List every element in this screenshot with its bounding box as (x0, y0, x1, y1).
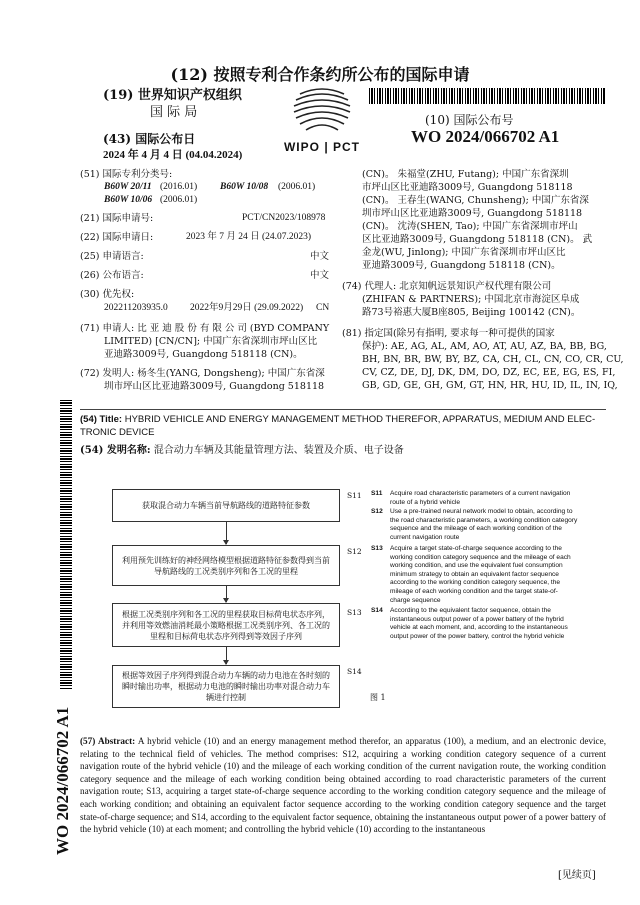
figure-caption: 图 1 (370, 693, 386, 702)
document-title: (12) 按照专利合作条约所公布的国际申请 (170, 65, 470, 84)
flow-arrow (226, 647, 227, 664)
pub-language-value: 中文 (310, 270, 330, 281)
wipo-logo (282, 86, 362, 156)
inventors-cont-7: 金龙(WU, Jinlong); 中国广东省深圳市坪山区比 (362, 247, 566, 258)
designated-states-line-4: CV, CZ, DE, DJ, DK, DM, DO, DZ, EC, EE, EG, ES, FI, (362, 367, 616, 378)
pub-language-label: (26) 公布语言: (80, 270, 144, 281)
app-no-value: PCT/CN2023/108978 (242, 213, 326, 223)
ipc-code-1: B60W 20/11 (104, 182, 152, 192)
title-en-line-2: TRONIC DEVICE (80, 427, 155, 438)
ipc-label: (51) 国际专利分类号: (80, 169, 173, 180)
org-bureau: 国 际 局 (150, 105, 198, 120)
abstract (80, 735, 606, 836)
priority-number: 202211203935.0 (104, 303, 168, 313)
ipc-date-1: (2016.01) (160, 182, 198, 192)
ipc-code-2: B60W 10/08 (220, 182, 269, 192)
divider (80, 409, 606, 410)
barcode (369, 88, 605, 104)
title-en-line-1: HYBRID VEHICLE AND ENERGY MANAGEMENT METHOD THEREFOR, APPARATUS, MEDIUM AND ELEC- (124, 414, 596, 425)
wipo-logo-text: WIPO | PCT (283, 140, 361, 154)
flow-box-s12: 利用预先训练好的神经网络模型根据道路特征参数得到当前导航路线的工况类别序列和各工况的里程 (112, 545, 340, 586)
legend-id-s13: S13 (371, 545, 383, 552)
legend-id-s11: S11 (371, 490, 383, 497)
legend-id-s14: S14 (371, 607, 383, 614)
inventors-cont-3: (CN)。 王春生(WANG, Chunsheng); 中国广东省深 (362, 195, 589, 206)
title-en-label: (54) Title: (80, 414, 123, 425)
designated-states-line-5: GB, GD, GE, GH, GM, GT, HN, HR, HU, ID, IL, IN, IQ, (362, 380, 618, 391)
filing-date-label: (22) 国际申请日: (80, 232, 154, 243)
inventors-cont-5: (CN)。 沈涛(SHEN, Tao); 中国广东省深圳市坪山 (362, 221, 578, 232)
agent-line-3: 路73号裕惠大厦B座805, Beijing 100142 (CN)。 (362, 307, 581, 318)
designated-states-line-3: BH, BN, BR, BW, BY, BZ, CA, CH, CL, CN, CO, CR, CU, (362, 354, 624, 365)
priority-date: 2022年9月29日 (29.09.2022) (190, 303, 304, 313)
applicant-line-1: (71) 申请人: 比 亚 迪 股 份 有 限 公 司 (BYD COMPANY (80, 323, 330, 334)
filing-language-value: 中文 (310, 251, 330, 262)
step-label-s14: S14 (347, 667, 362, 676)
filing-date-value: 2023 年 7 月 24 日 (24.07.2023) (186, 232, 312, 242)
inventors-cont-2: 市坪山区比亚迪路3009号, Guangdong 518118 (362, 182, 573, 193)
legend-text-s11: Acquire road characteristic parameters of a current navigation route of a hybrid vehicle (390, 490, 571, 506)
inventor-line-1: (72) 发明人: 杨冬生(YANG, Dongsheng); 中国广东省深 (80, 368, 325, 379)
flow-box-s14: 根据等效因子序列得到混合动力车辆的动力电池在各时刻的瞬时输出功率，根据动力电池的瞬时输出功率对混合动力车辆进行控制 (112, 665, 340, 708)
legend-text-s12: Use a pre-trained neural network model to obtain, according to the road characteristic parameters, a working condition category sequence and the mileage of each working condition of the current navigation route (390, 508, 578, 541)
legend-text-s13: Acquire a target state-of-charge sequence according to the working condition category sequence and the mileage of each working condition, and use the equivalent fuel consumption minimum strategy to obtain an equivalent factor sequence according to the working condition category sequence, the mileage of each working condition and the target state-of-charge sequence (390, 545, 571, 604)
flow-arrow (226, 586, 227, 602)
priority-country: CN (316, 303, 330, 313)
ipc-date-3: (2006.01) (160, 195, 198, 205)
step-label-s13: S13 (347, 608, 362, 617)
legend-id-s12: S12 (371, 508, 383, 515)
wipo-emblem-icon (282, 86, 362, 134)
step-label-s11: S11 (347, 491, 362, 500)
ipc-code-3: B60W 10/06 (104, 195, 153, 205)
ipc-date-2: (2006.01) (278, 182, 316, 192)
designated-states-line-1: (81) 指定国(除另有指明, 要求每一种可提供的国家 (342, 328, 555, 339)
filing-language-label: (25) 申请语言: (80, 251, 144, 262)
flow-box-s11: 获取混合动力车辆当前导航路线的道路特征参数 (112, 489, 340, 522)
pub-number: WO 2024/066702 A1 (411, 127, 560, 146)
app-no-label: (21) 国际申请号: (80, 213, 154, 224)
title-zh-label: (54) 发明名称: (80, 445, 151, 456)
pub-no-label: (10) 国际公布号 (425, 113, 514, 127)
step-label-s12: S12 (347, 547, 362, 556)
legend-text-s14: According to the equivalent factor sequence, obtain the instantaneous output power of a power battery of the hybrid vehicle at each moment, and, according to the instantaneous output power of the power battery, control the hybrid vehicle (390, 607, 568, 640)
continued-note: [见续页] (558, 870, 596, 881)
applicant-line-2: LIMITED) [CN/CN]; 中国广东省深圳市坪山区比 (104, 336, 318, 347)
inventors-cont-6: 区比亚迪路3009号, Guangdong 518118 (CN)。 武 (362, 234, 593, 245)
pub-date: 2024 年 4 月 4 日 (04.04.2024) (103, 149, 243, 161)
abstract-label: (57) Abstract: (80, 736, 136, 746)
flow-box-s13: 根据工况类别序列和各工况的里程获取目标荷电状态序列，并利用等效燃油消耗最小策略根据工况类别序列、各工况的里程和目标荷电状态序列得到等效因子序列 (112, 603, 340, 647)
title-zh-value: 混合动力车辆及其能量管理方法、装置及介质、电子设备 (153, 445, 404, 456)
pub-date-label: (43) 国际公布日 (103, 132, 196, 146)
priority-label: (30) 优先权: (80, 289, 135, 300)
applicant-line-3: 亚迪路3009号, Guangdong 518118 (CN)。 (104, 349, 303, 360)
inventors-cont-4: 圳市坪山区比亚迪路3009号, Guangdong 518118 (362, 208, 583, 219)
agent-line-1: (74) 代理人: 北京知帆远景知识产权代理有限公司 (342, 281, 552, 292)
flow-arrow (226, 522, 227, 544)
inventor-line-2: 圳市坪山区比亚迪路3009号, Guangdong 518118 (104, 381, 325, 392)
inventors-cont-8: 亚迪路3009号, Guangdong 518118 (CN)。 (362, 260, 561, 271)
designated-states-line-2: 保护): AE, AG, AL, AM, AO, AT, AU, AZ, BA, BB, BG, (362, 341, 607, 352)
org-name: (19) 世界知识产权组织 (103, 88, 242, 103)
side-barcode (60, 400, 72, 690)
inventors-cont-1: (CN)。 朱福堂(ZHU, Futang); 中国广东省深圳 (362, 169, 569, 180)
abstract-text: A hybrid vehicle (10) and an energy management method therefor, an apparatus (100), a medium, and an electronic device, relating to the technical field of vehicles. The method comprises: S12, acquiring a working condition category sequence of a current navigation route of the hybrid vehicle (10) and the mileage of each working condition of the current navigation route, the working condition category sequence and the mileage of each working condition being obtained according to road characteristic parameters of the current navigation route; S13, acquiring a target state-of-charge sequence according to the working condition category sequence and the mileage of each working condition; and obtaining an equivalent factor sequence according to the working condition category sequence and the target state-of-charge sequence; and S14, according to the equivalent factor sequence, obtaining the instantaneous output power of a power battery of the hybrid vehicle (10) at each moment; and controlling the hybrid vehicle (10) according to the instantaneous (80, 736, 606, 835)
agent-line-2: (ZHIFAN & PARTNERS); 中国北京市海淀区阜成 (362, 294, 580, 305)
